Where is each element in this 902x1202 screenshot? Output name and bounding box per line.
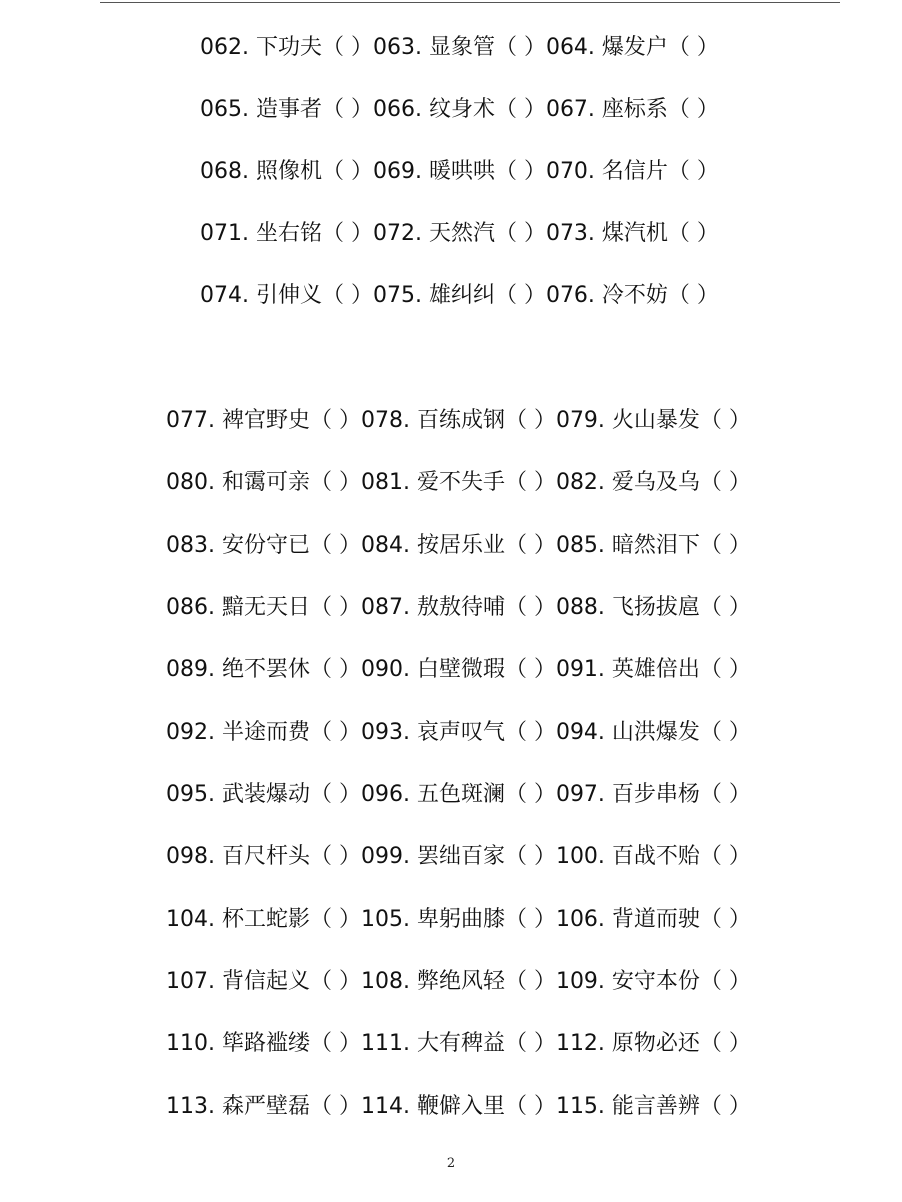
exercise-line: 089. 绝不罢休（ ）090. 白壁微瑕（ ）091. 英雄倍出（ ） [166,657,751,682]
exercise-line: 104. 杯工蛇影（ ）105. 卑躬曲膝（ ）106. 背道而驶（ ） [166,907,751,932]
exercise-line: 083. 安份守已（ ）084. 按居乐业（ ）085. 暗然泪下（ ） [166,533,751,558]
top-rule [100,2,840,3]
exercise-line: 062. 下功夫（ ）063. 显象管（ ）064. 爆发户（ ） [200,35,719,60]
exercise-line: 071. 坐右铭（ ）072. 天然汽（ ）073. 煤汽机（ ） [200,221,719,246]
exercise-line: 080. 和霭可亲（ ）081. 爱不失手（ ）082. 爱乌及乌（ ） [166,470,751,495]
exercise-line: 113. 森严壁磊（ ）114. 鞭僻入里（ ）115. 能言善辨（ ） [166,1094,751,1119]
exercise-line: 086. 黯无天日（ ）087. 敖敖待哺（ ）088. 飞扬拔扈（ ） [166,595,751,620]
exercise-line: 074. 引伸义（ ）075. 雄纠纠（ ）076. 冷不妨（ ） [200,283,719,308]
page-number: 2 [446,1156,456,1171]
exercise-line: 110. 筚路褴缕（ ）111. 大有稗益（ ）112. 原物必还（ ） [166,1031,751,1056]
exercise-line: 098. 百尺杆头（ ）099. 罢绌百家（ ）100. 百战不贻（ ） [166,844,751,869]
exercise-line: 068. 照像机（ ）069. 暖哄哄（ ）070. 名信片（ ） [200,159,719,184]
exercise-line: 065. 造事者（ ）066. 纹身术（ ）067. 座标系（ ） [200,97,719,122]
exercise-line: 107. 背信起义（ ）108. 弊绝风轻（ ）109. 安守本份（ ） [166,969,751,994]
exercise-line: 077. 裨官野史（ ）078. 百练成钢（ ）079. 火山暴发（ ） [166,408,751,433]
exercise-line: 095. 武装爆动（ ）096. 五色斑澜（ ）097. 百步串杨（ ） [166,782,751,807]
exercise-line: 092. 半途而费（ ）093. 哀声叹气（ ）094. 山洪爆发（ ） [166,720,751,745]
